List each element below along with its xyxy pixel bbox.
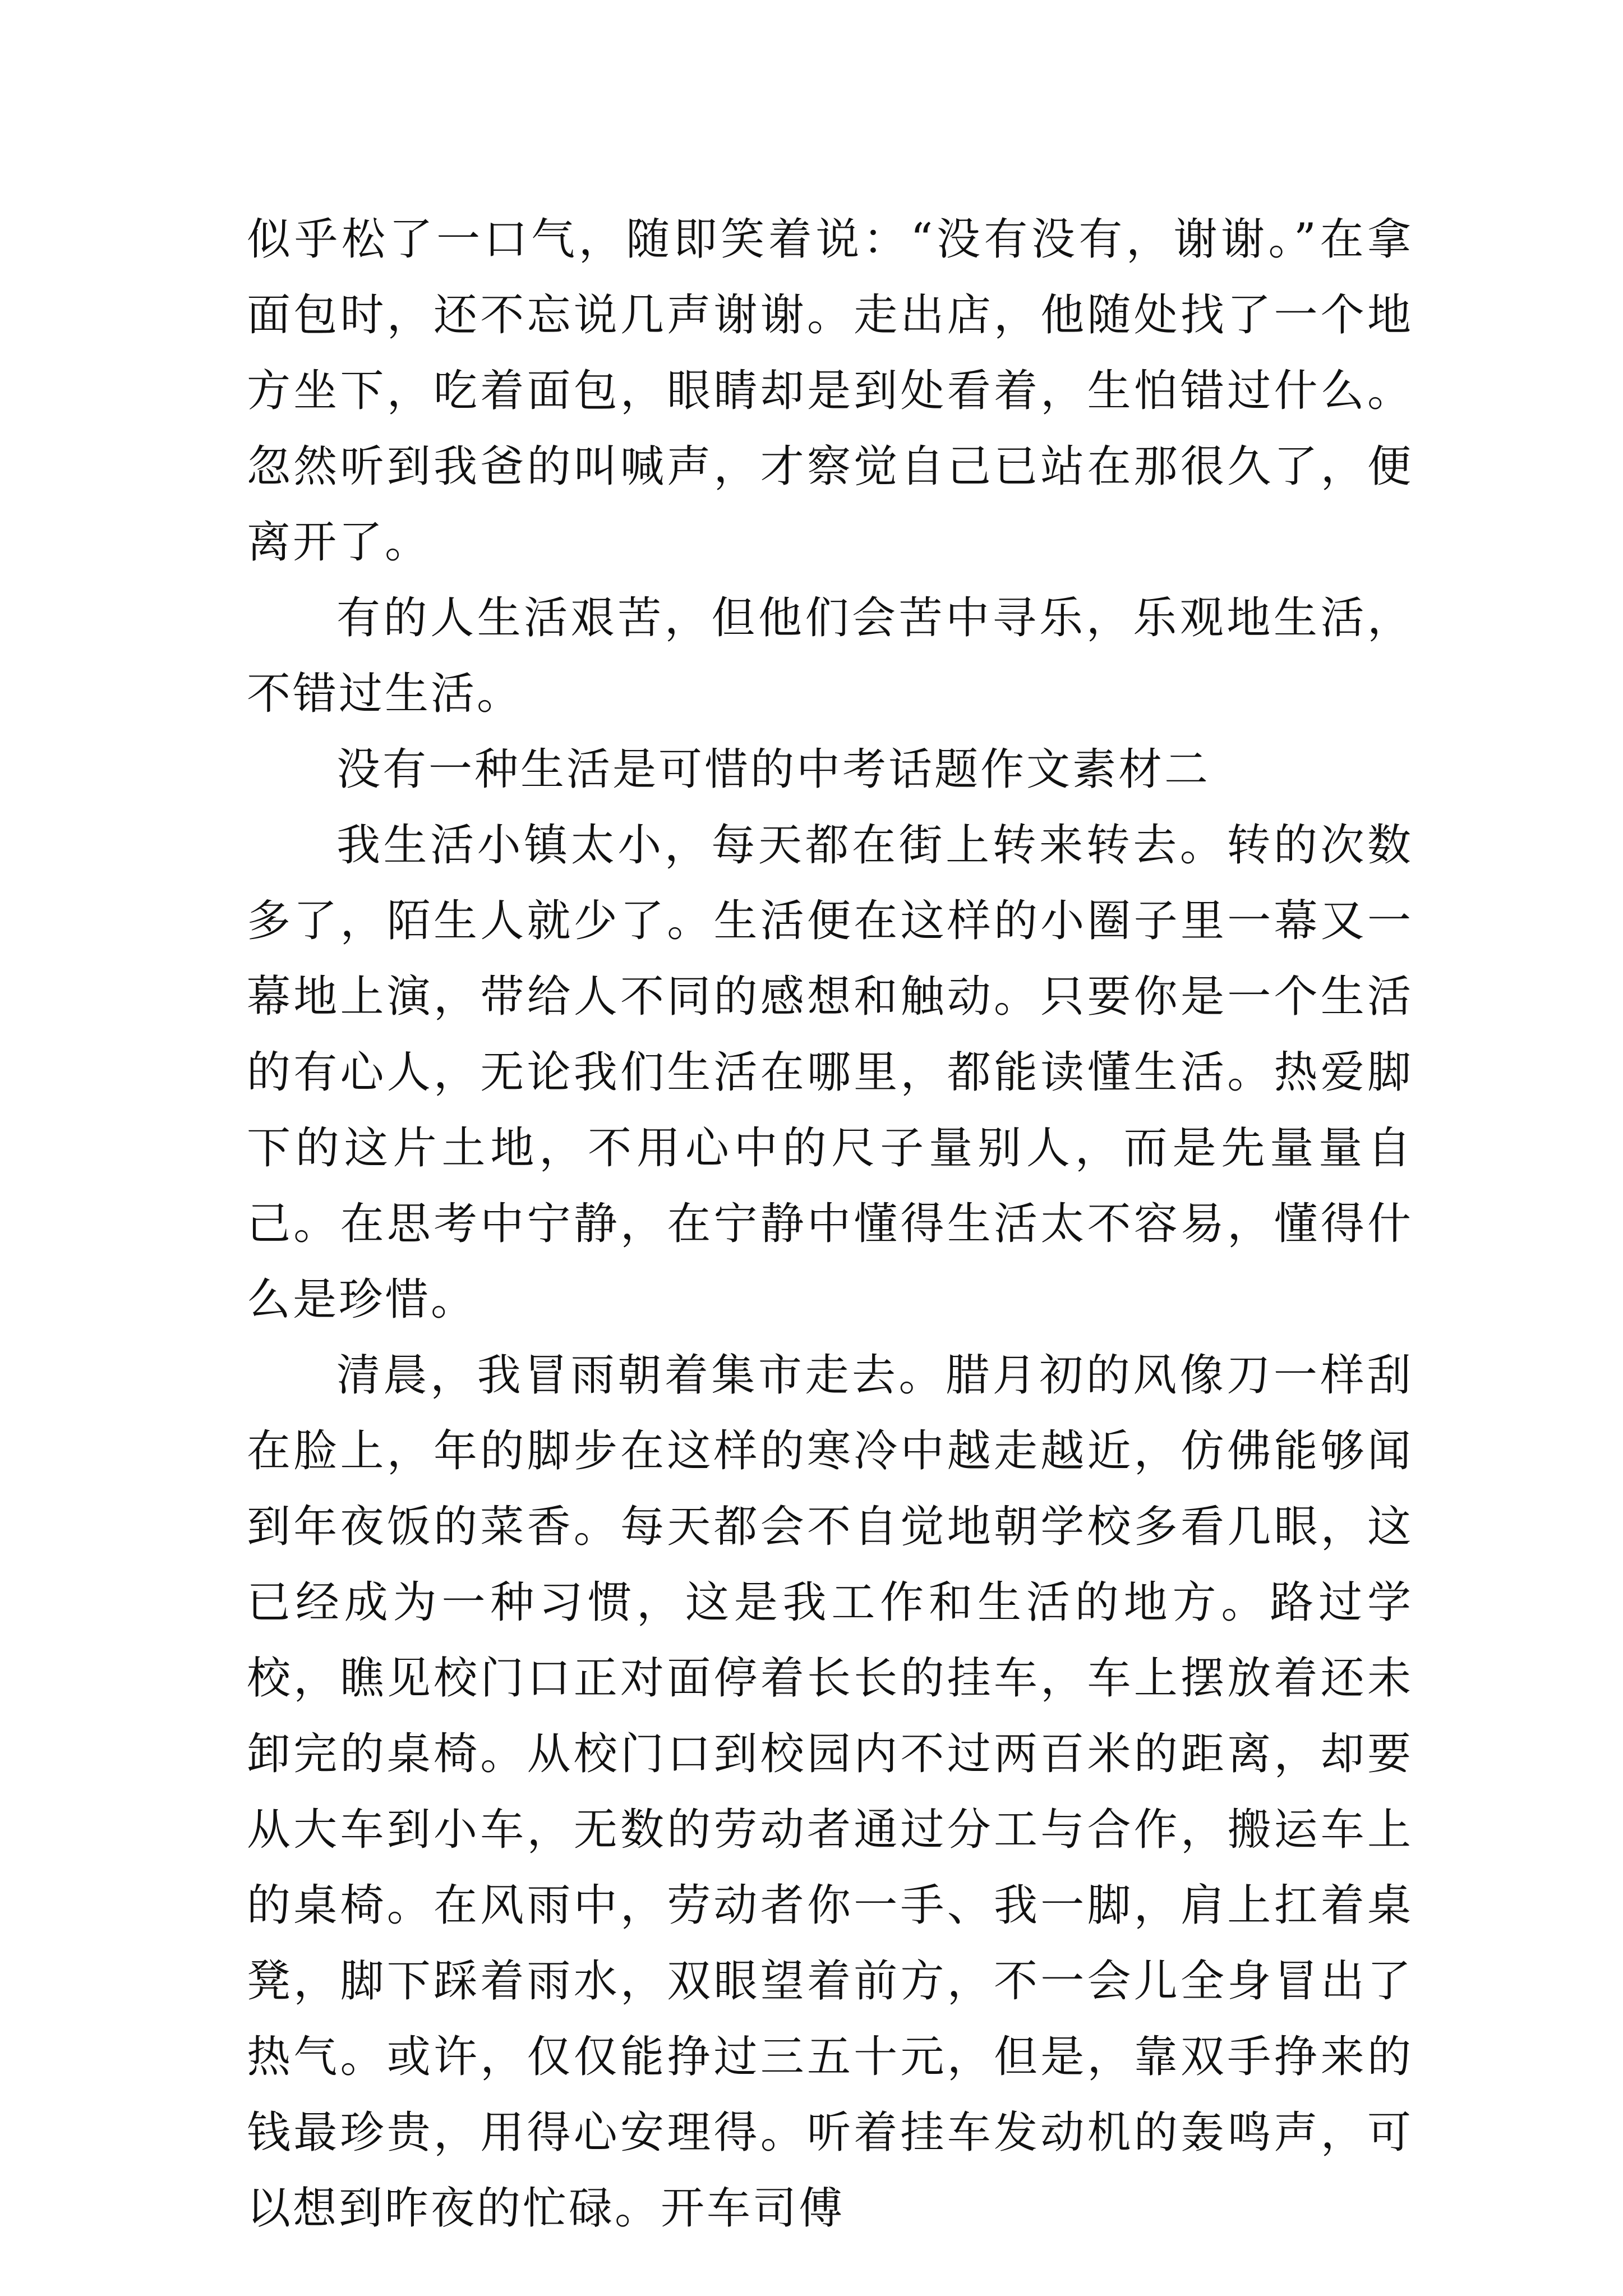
paragraph-town-life: 我生活小镇太小，每天都在街上转来转去。转的次数多了，陌生人就少了。生活便在这样的小圈子里一幕又一幕地上演，带给人不同的感想和触动。只要你是一个生活的有心人，无论我们生活在哪里，都能读懂生活。热爱脚下的这片土地，不用心中的尺子量别人，而是先量量自己。在思考中宁静，在宁静中懂得生活太不容易，懂得什么是珍惜。 bbox=[247, 820, 1413, 1325]
paragraph-continuation: 似乎松了一口气，随即笑着说：“没有没有，谢谢。”在拿面包时，还不忘说几声谢谢。走出店，他随处找了一个地方坐下，吃着面包，眼睛却是到处看着，生怕错过什么。忽然听到我爸的叫喊声，才察觉自己已站在那很久了，便离开了。 bbox=[247, 214, 1413, 568]
document-body bbox=[247, 202, 1413, 2247]
paragraph-summary: 有的人生活艰苦，但他们会苦中寻乐，乐观地生活，不错过生活。 bbox=[247, 593, 1413, 719]
paragraph-morning-market: 清晨，我冒雨朝着集市走去。腊月初的风像刀一样刮在脸上，年的脚步在这样的寒冷中越走越近，仿佛能够闻到年夜饭的菜香。每天都会不自觉地朝学校多看几眼，这已经成为一种习惯，这是我工作和生活的地方。路过学校，瞧见校门口正对面停着长长的挂车，车上摆放着还未卸完的桌椅。从校门口到校园内不过两百米的距离，却要从大车到小车，无数的劳动者通过分工与合作，搬运车上的桌椅。在风雨中，劳动者你一手、我一脚，肩上扛着桌凳，脚下踩着雨水，双眼望着前方，不一会儿全身冒出了热气。或许，仅仅能挣过三五十元，但是，靠双手挣来的钱最珍贵，用得心安理得。听着挂车发动机的轰鸣声，可以想到昨夜的忙碌。开车司傅 bbox=[247, 1350, 1413, 2234]
section-heading: 没有一种生活是可惜的中考话题作文素材二 bbox=[336, 744, 1211, 795]
